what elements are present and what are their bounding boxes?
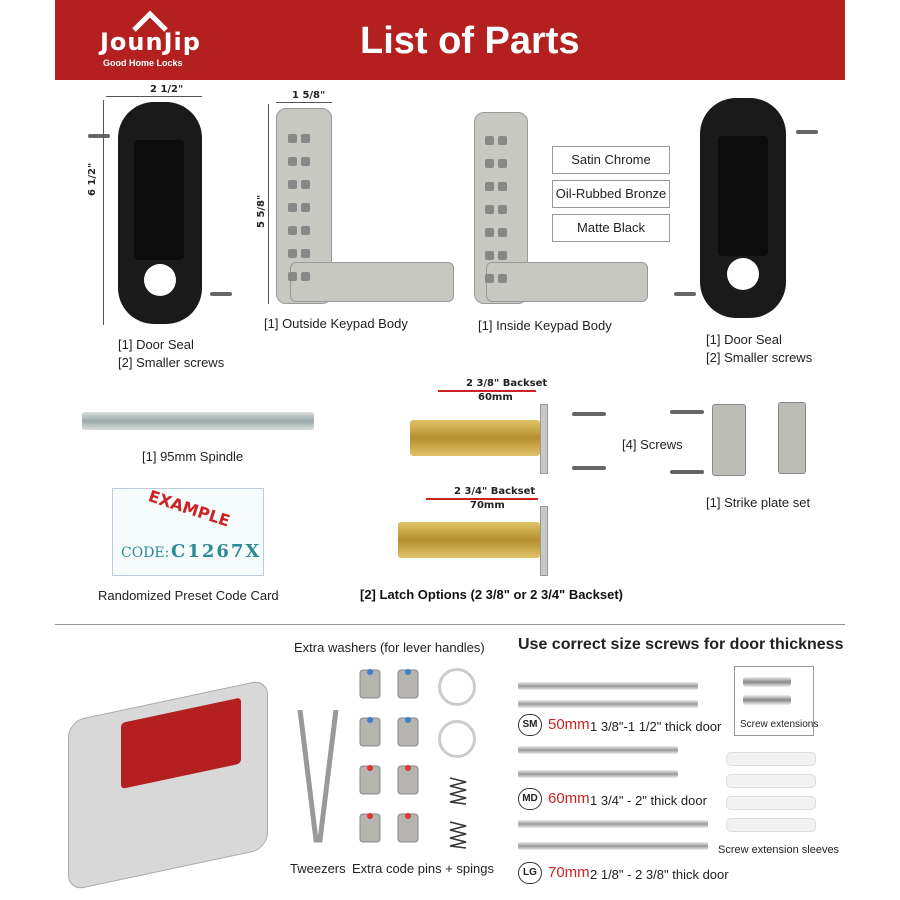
keypad-keys (485, 132, 521, 288)
screw-extensions-label: Screw extensions (740, 719, 819, 730)
door-seal-right-label-1: [1] Door Seal (706, 332, 782, 347)
backset-arrow (426, 498, 538, 500)
lg-thickness: 2 1/8" - 2 3/8" thick door (590, 867, 729, 882)
brand-tagline: Good Home Locks (103, 58, 183, 68)
latch2-backset: 2 3/4" Backset (454, 486, 536, 497)
screw-icon (88, 134, 110, 138)
dim-line (268, 104, 269, 304)
latch1-mm: 60mm (478, 392, 513, 403)
card-code-label: CODE: (121, 545, 170, 561)
inside-keypad-label: [1] Inside Keypad Body (478, 318, 612, 333)
spring-icon (448, 776, 468, 806)
sleeve (726, 818, 816, 832)
dim-height-left: 6 1/2" (87, 162, 98, 196)
dim-width-left: 2 1/2" (150, 84, 184, 95)
backset-arrow (438, 390, 536, 392)
code-pins (358, 668, 422, 848)
sleeve (726, 796, 816, 810)
screw-icon (670, 410, 704, 414)
latch-70mm (398, 522, 540, 558)
card-example: EXAMPLE (146, 486, 233, 531)
screw-icon (796, 130, 818, 134)
door-seal-left-label-2: [2] Smaller screws (118, 355, 225, 370)
finish-oil-rubbed-bronze: Oil-Rubbed Bronze (552, 180, 670, 208)
tag-sm: SM (518, 714, 542, 736)
brand-logo: JounJip (100, 28, 201, 56)
screw-60mm (518, 770, 678, 778)
strike-plate (712, 404, 746, 476)
screw-70mm (518, 842, 708, 850)
dim-width-keypad: 1 5/8" (292, 90, 326, 101)
dim-line (106, 96, 202, 97)
screw-icon (572, 412, 606, 416)
washer-icon (438, 668, 476, 706)
screw-70mm (518, 820, 708, 828)
strike-plate-label: [1] Strike plate set (706, 495, 811, 510)
washers-label: Extra washers (for lever handles) (294, 640, 485, 655)
dim-line (276, 102, 332, 103)
door-seal-left (118, 102, 202, 324)
latch-faceplate (540, 404, 548, 474)
latch2-mm: 70mm (470, 500, 505, 511)
tweezers-label: Tweezers (290, 861, 346, 876)
card-code: C1267X (171, 541, 262, 562)
tag-lg: LG (518, 862, 542, 884)
sleeve (726, 752, 816, 766)
latch-60mm (410, 420, 540, 456)
screw-50mm (518, 682, 698, 690)
washer-icon (438, 720, 476, 758)
code-pins-label: Extra code pins + spings (352, 861, 494, 876)
door-seal-right-label-2: [2] Smaller screws (706, 350, 813, 365)
page-title: List of Parts (360, 20, 580, 62)
section-divider (55, 624, 845, 625)
tag-md: MD (518, 788, 542, 810)
parts-box (68, 679, 268, 892)
screw-icon (674, 292, 696, 296)
screw-icon (572, 466, 606, 470)
latch-faceplate (540, 506, 548, 576)
code-card (112, 488, 264, 576)
spring-icon (448, 820, 468, 850)
door-seal-right (700, 98, 786, 318)
finish-satin-chrome: Satin Chrome (552, 146, 670, 174)
md-thickness: 1 3/4" - 2" thick door (590, 793, 707, 808)
finish-matte-black: Matte Black (552, 214, 670, 242)
code-card-label: Randomized Preset Code Card (98, 588, 279, 603)
screw-heading: Use correct size screws for door thickness (518, 636, 844, 653)
md-mm: 60mm (548, 790, 590, 807)
screw-icon (670, 470, 704, 474)
screws-label: [4] Screws (622, 437, 683, 452)
keypad-keys (288, 130, 324, 286)
dim-height-keypad: 5 5/8" (256, 194, 267, 228)
sleeve (726, 774, 816, 788)
screw-60mm (518, 746, 678, 754)
lg-mm: 70mm (548, 864, 590, 881)
latch1-backset: 2 3/8" Backset (466, 378, 548, 389)
sm-mm: 50mm (548, 716, 590, 733)
strike-box (778, 402, 806, 474)
sleeves-label: Screw extension sleeves (718, 844, 840, 856)
screw-icon (210, 292, 232, 296)
screw-50mm (518, 700, 698, 708)
outside-keypad-label: [1] Outside Keypad Body (264, 316, 408, 331)
door-seal-left-label-1: [1] Door Seal (118, 337, 194, 352)
spindle (82, 412, 314, 430)
tweezers-icon (294, 710, 342, 850)
spindle-label: [1] 95mm Spindle (142, 449, 244, 464)
latch-options-label: [2] Latch Options (2 3/8" or 2 3/4" Backset) (360, 587, 624, 602)
sm-thickness: 1 3/8"-1 1/2" thick door (590, 719, 722, 734)
